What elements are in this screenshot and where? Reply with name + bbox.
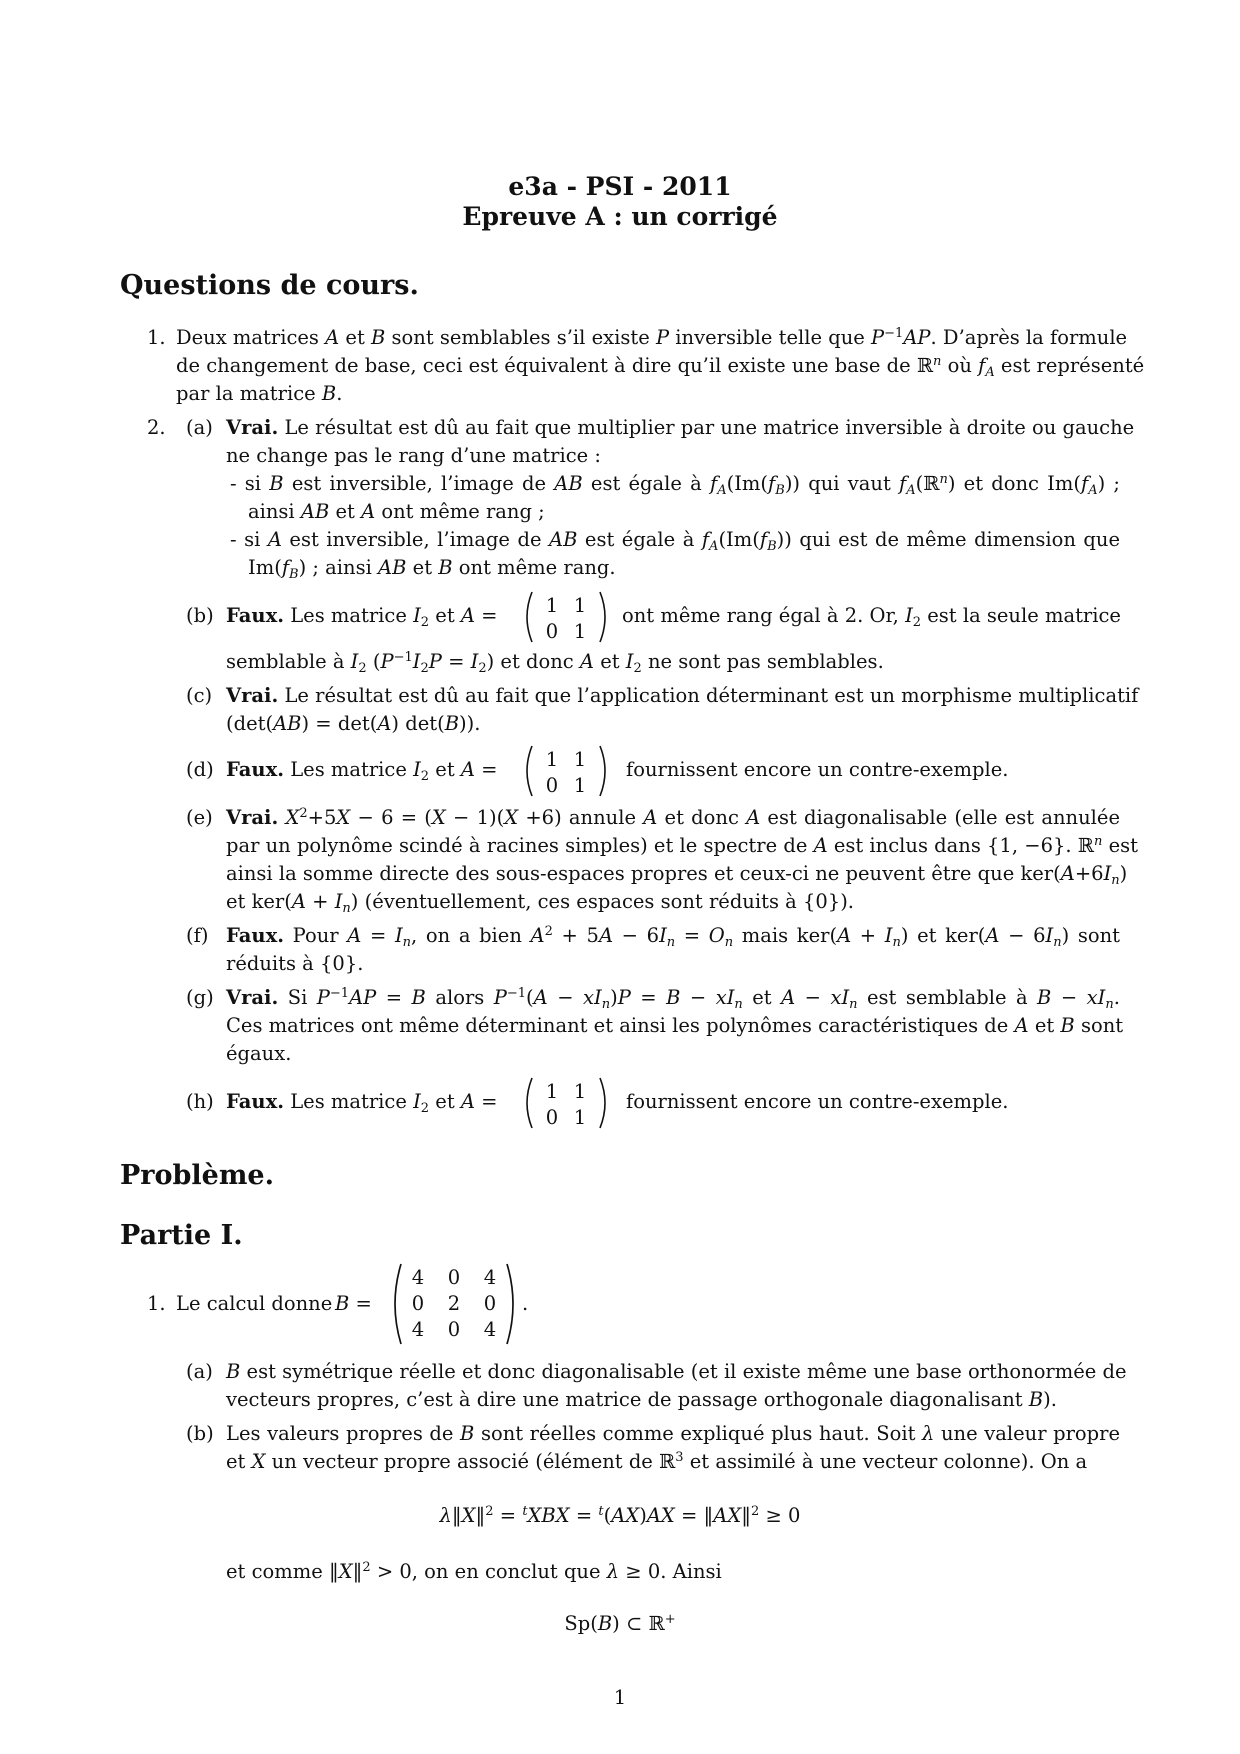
matrix-cell: 1 <box>573 1106 587 1129</box>
p1a-label: (a) <box>186 1360 213 1383</box>
q2e-line-2: par un polynôme scindé à racines simples) et le spectre de A est inclus dans {1, −6}. ℝ$^n$ est <box>226 834 1138 857</box>
q2b-line-2: semblable à $I_2$ $(P^{-1}I_2P = I_2)$ et donc A et $I_2$ ne sont pas semblables. <box>226 650 884 676</box>
q1-line-1: Deux matrices A et B sont semblables s’il existe P inversible telle que $P^{-1}AP$. D’après la formule <box>176 326 1128 349</box>
q1-number: 1. <box>147 326 166 349</box>
q2h-label: (h) <box>186 1090 214 1113</box>
p1-q1-text: Le calcul donne <box>176 1292 333 1315</box>
matrix-a-h <box>520 1076 612 1130</box>
q2e-label: (e) <box>186 806 213 829</box>
q2a-line-2: ne change pas le rang d’une matrice : <box>226 444 601 467</box>
p1-q1-period: . <box>522 1292 529 1315</box>
matrix-parens <box>520 590 612 644</box>
q2a-bullet-2-line-1: - si A est inversible, l’image de AB est égale à $f_A(Im(f_B))$ qui est de même dimension que <box>230 528 1120 554</box>
matrix-cell: 1 <box>573 774 587 797</box>
matrix-cell: 1 <box>545 1080 559 1103</box>
p1a-line-1: B est symétrique réelle et donc diagonalisable (et il existe même une base orthonormée de <box>226 1360 1127 1383</box>
matrix-b <box>388 1262 520 1346</box>
matrix-cell: 1 <box>545 748 559 771</box>
q2f-label: (f) <box>186 924 209 947</box>
p1a-line-2: vecteurs propres, c’est à dire une matrice de passage orthogonale diagonalisant B). <box>226 1388 1057 1411</box>
matrix-cell: 4 <box>411 1318 425 1341</box>
section-partie-1: Partie I. <box>120 1220 243 1251</box>
matrix-cell: 0 <box>447 1266 461 1289</box>
matrix-cell: 0 <box>545 774 559 797</box>
q2d-label: (d) <box>186 758 214 781</box>
matrix-cell: 1 <box>573 620 587 643</box>
matrix-cell: 0 <box>447 1318 461 1341</box>
q2a-label: (a) <box>186 416 213 439</box>
matrix-cell: 4 <box>411 1266 425 1289</box>
q2b-line-1b: ont même rang égal à 2. Or, $I_2$ est la seule matrice <box>622 604 1121 630</box>
matrix-cell: 0 <box>545 620 559 643</box>
q2f-line-2: réduits à {0}. <box>226 952 364 975</box>
matrix-cell: 1 <box>573 594 587 617</box>
q2h-line-1a: Faux. Les matrice $I_2$ et A = <box>226 1090 498 1116</box>
p1b-line-1: Les valeurs propres de B sont réelles comme expliqué plus haut. Soit λ une valeur propre <box>226 1422 1120 1445</box>
q2f-line-1: Faux. Pour $A = I_n$, on a bien $A^2 + 5A - 6I_n = O_n$ mais $ker(A + I_n)$ et $ker(A - 6I_n)$ sont <box>226 924 1120 950</box>
q2a-bullet-2-line-2: $Im(f_B)$ ; ainsi AB et B ont même rang. <box>248 556 616 582</box>
p1b-line-3: et comme ‖X‖$^2$ > 0, on en conclut que λ ≥ 0. Ainsi <box>226 1560 722 1583</box>
matrix-cell: 4 <box>483 1266 497 1289</box>
q2e-line-1: Vrai. $X^2+5X - 6 = (X - 1)(X +6)$ annule A et donc A est diagonalisable (elle est annulée <box>226 806 1120 829</box>
q2b-label: (b) <box>186 604 214 627</box>
q2c-line-1: Vrai. Le résultat est dû au fait que l’application déterminant est un morphisme multiplicatif <box>226 684 1139 707</box>
section-questions-de-cours: Questions de cours. <box>120 270 419 301</box>
matrix-cell: 0 <box>411 1292 425 1315</box>
q2g-line-2: Ces matrices ont même déterminant et ainsi les polynômes caractéristiques de A et B sont <box>226 1014 1124 1037</box>
q2c-line-2: (det(AB) = det(A) det(B)). <box>226 712 481 735</box>
title-line-1: e3a - PSI - 2011 <box>508 172 732 201</box>
section-probleme: Problème. <box>120 1160 274 1191</box>
q2h-line-1b: fournissent encore un contre-exemple. <box>626 1090 1009 1113</box>
q2e-line-3: ainsi la somme directe des sous-espaces propres et ceux-ci ne peuvent être que $ker(A+6I_n)$ <box>226 862 1128 888</box>
q2b-line-1a: Faux. Les matrice $I_2$ et A = <box>226 604 498 630</box>
p1b-line-2: et X un vecteur propre associé (élément de ℝ$^3$ et assimilé à une vecteur colonne). On a <box>226 1450 1088 1473</box>
q2d-line-1b: fournissent encore un contre-exemple. <box>626 758 1009 781</box>
matrix-cell: 1 <box>573 1080 587 1103</box>
page-number: 1 <box>613 1686 627 1709</box>
matrix-a-d <box>520 744 612 798</box>
q2g-line-3: égaux. <box>226 1042 292 1065</box>
q2a-line-1: Vrai. Le résultat est dû au fait que multiplier par une matrice inversible à droite ou gauche <box>226 416 1135 439</box>
q1-line-3: par la matrice B. <box>176 382 343 405</box>
matrix-cell: 1 <box>545 594 559 617</box>
q2a-bullet-1-line-1: - si B est inversible, l’image de AB est égale à $f_A(Im(f_B))$ qui vaut $f_A(ℝ^n)$ et donc $Im(f_A)$ ; <box>230 472 1120 498</box>
q2-number: 2. <box>147 416 166 439</box>
p1b-label: (b) <box>186 1422 214 1445</box>
q2c-label: (c) <box>186 684 213 707</box>
q2d-line-1a: Faux. Les matrice $I_2$ et A = <box>226 758 498 784</box>
matrix-parens <box>520 744 612 798</box>
matrix-cell: 0 <box>483 1292 497 1315</box>
matrix-cell: 1 <box>573 748 587 771</box>
q2g-label: (g) <box>186 986 214 1009</box>
q2g-line-1: Vrai. Si $P^{-1}AP = B$ alors $P^{-1}(A - xI_n)P = B - xI_n$ et $A - xI_n$ est semblable à $B - xI_n$. <box>226 986 1120 1012</box>
matrix-cell: 4 <box>483 1318 497 1341</box>
q1-line-2: de changement de base, ceci est équivalent à dire qu’il existe une base de ℝ$^n$ où $f_A$ est représenté <box>176 354 1145 380</box>
p1b-equation-1: λ‖X‖$^2$ = $^t$XBX = $^t$(AX)AX = ‖AX‖$^2$ ≥ 0 <box>439 1504 801 1527</box>
matrix-a-b <box>520 590 612 644</box>
matrix-cell: 2 <box>447 1292 461 1315</box>
title-line-2: Epreuve A : un corrigé <box>462 202 778 231</box>
p1b-equation-2: Sp(B) ⊂ ℝ+ <box>564 1612 676 1635</box>
matrix-cell: 0 <box>545 1106 559 1129</box>
p1-q1-eq: B = <box>335 1292 372 1315</box>
q2a-bullet-1-line-2: ainsi AB et A ont même rang ; <box>248 500 545 523</box>
matrix-parens <box>520 1076 612 1130</box>
p1-q1-number: 1. <box>147 1292 166 1315</box>
q2e-line-4: et $ker(A + I_n)$ (éventuellement, ces espaces sont réduits à {0}). <box>226 890 854 916</box>
